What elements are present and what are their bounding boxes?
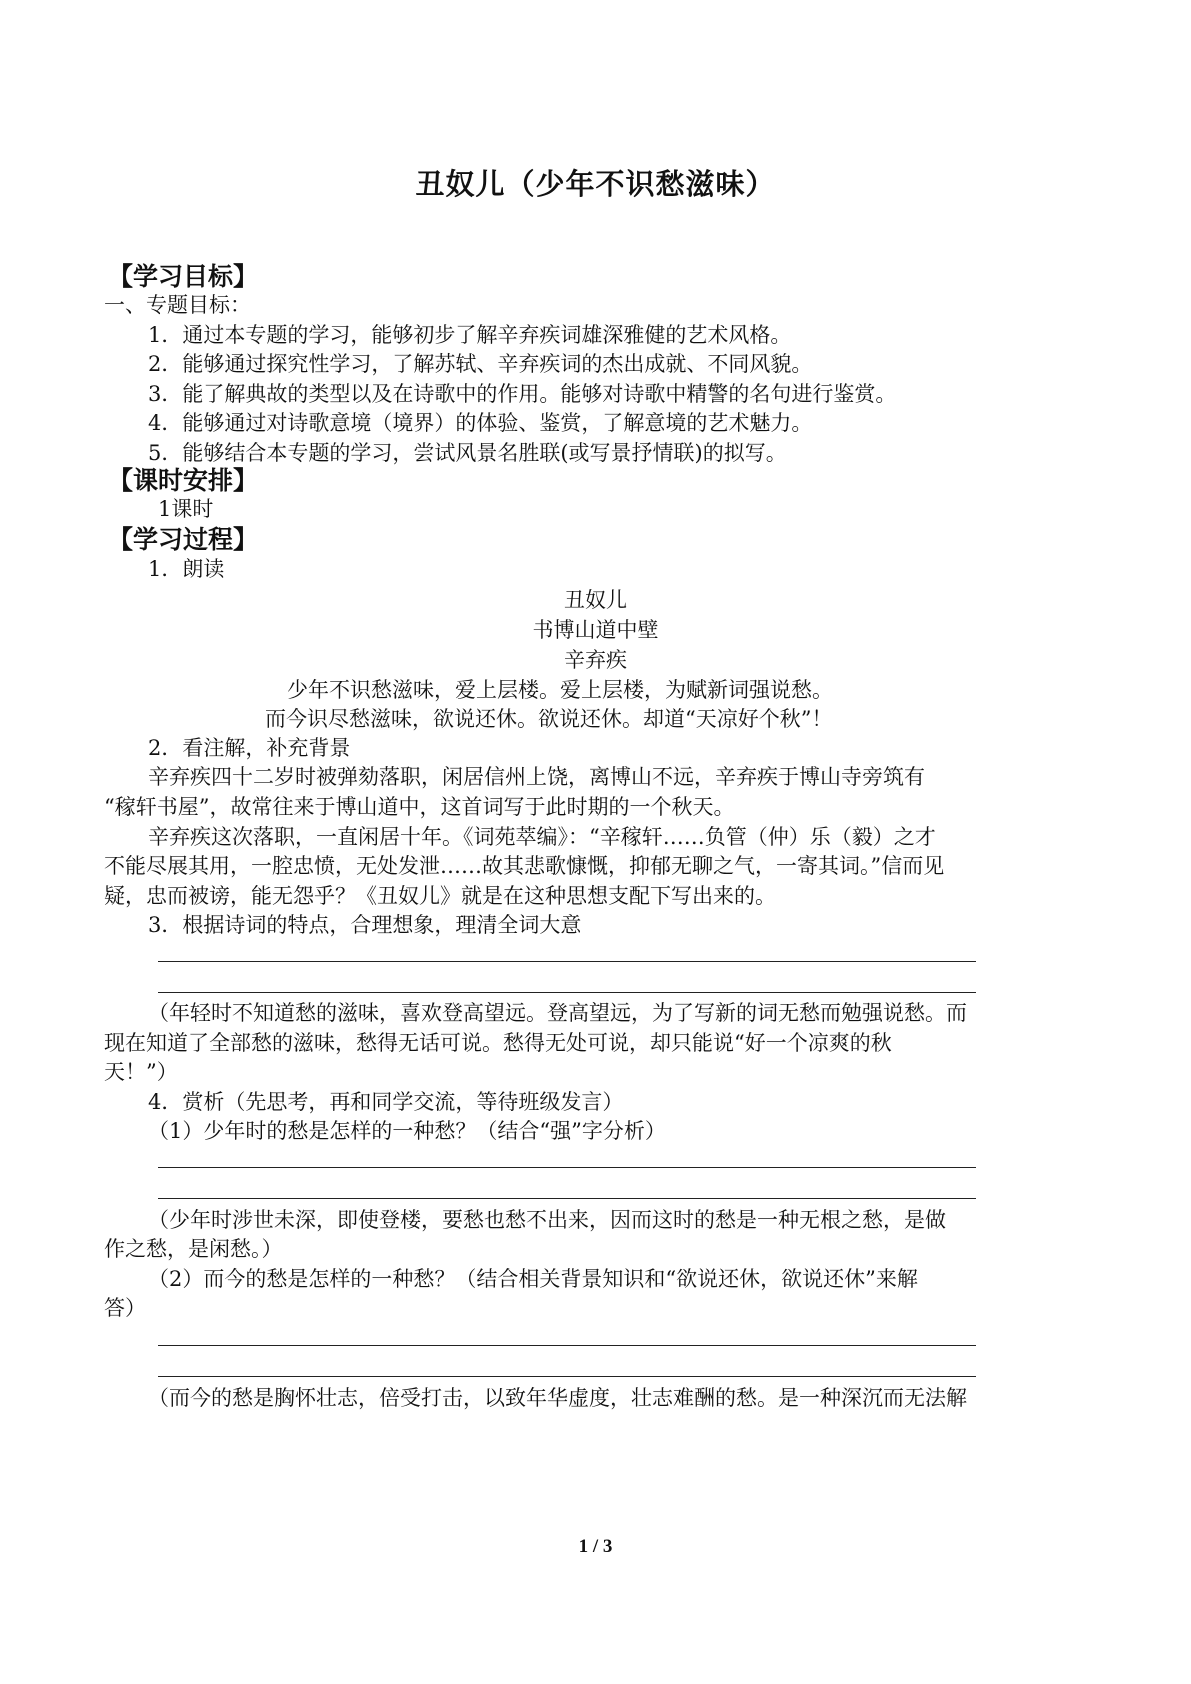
poem-author: 辛弃疾	[564, 648, 627, 672]
step-2: 2．看注解，补充背景	[148, 736, 351, 760]
step-1: 1．朗读	[148, 557, 225, 581]
document-title: 丑奴儿（少年不识愁滋味）	[415, 167, 776, 201]
goal-item: 5．能够结合本专题的学习，尝试风景名胜联(或写景抒情联)的拟写。	[148, 441, 787, 465]
answer-2-line: （而今的愁是胸怀壮志，倍受打击，以致年华虚度，壮志难酬的愁。是一种深沉而无法解	[148, 1386, 967, 1410]
background-paragraph-line: 疑，忠而被谤，能无怨乎？《丑奴儿》就是在这种思想支配下写出来的。	[104, 884, 776, 908]
answer-3-line: 现在知道了全部愁的滋味，愁得无话可说。愁得无处可说，却只能说“好一个凉爽的秋	[104, 1031, 892, 1055]
answer-1-line: （少年时涉世未深，即使登楼，要愁也愁不出来，因而这时的愁是一种无根之愁，是做	[148, 1208, 946, 1232]
background-paragraph-line: 不能尽展其用，一腔忠愤，无处发泄……故其悲歌慷慨，抑郁无聊之气，一寄其词。”信而见	[104, 854, 945, 878]
goal-item: 4．能够通过对诗歌意境（境界）的体验、鉴赏，了解意境的艺术魅力。	[148, 411, 813, 435]
poem-title: 丑奴儿	[564, 588, 627, 612]
answer-blank-line	[158, 961, 976, 962]
background-paragraph-line: “稼轩书屋”，故常往来于博山道中，这首词写于此时期的一个秋天。	[104, 795, 735, 819]
step-4: 4．赏析（先思考，再和同学交流，等待班级发言）	[148, 1090, 624, 1114]
schedule-heading: 【课时安排】	[108, 466, 259, 495]
goal-item: 1．通过本专题的学习，能够初步了解辛弃疾词雄深雅健的艺术风格。	[148, 323, 792, 347]
goal-item: 3．能了解典故的类型以及在诗歌中的作用。能够对诗歌中精警的名句进行鉴赏。	[148, 382, 897, 406]
poem-line: 而今识尽愁滋味，欲说还休。欲说还休。却道“天凉好个秋”！	[265, 707, 833, 731]
question-2-line: （2）而今的愁是怎样的一种愁？（结合相关背景知识和“欲说还休，欲说还休”来解	[148, 1267, 918, 1291]
answer-3-line: （年轻时不知道愁的滋味，喜欢登高望远。登高望远，为了写新的词无愁而勉强说愁。而	[148, 1001, 967, 1025]
process-heading: 【学习过程】	[108, 525, 259, 554]
answer-blank-line	[158, 1345, 976, 1346]
background-paragraph-line: 辛弃疾这次落职，一直闲居十年。《词苑萃编》：“辛稼轩……负管（仲）乐（毅）之才	[148, 825, 936, 849]
answer-blank-line	[158, 992, 976, 993]
answer-3-line: 天！”）	[104, 1060, 178, 1084]
goal-item: 2．能够通过探究性学习，了解苏轼、辛弃疾词的杰出成就、不同风貌。	[148, 352, 813, 376]
page-number: 1 / 3	[578, 1536, 613, 1557]
step-3: 3．根据诗词的特点，合理想象，理清全词大意	[148, 913, 582, 937]
question-2-line: 答）	[104, 1296, 146, 1320]
schedule-text: 1课时	[158, 497, 214, 521]
answer-blank-line	[158, 1198, 976, 1199]
answer-blank-line	[158, 1376, 976, 1377]
answer-blank-line	[158, 1167, 976, 1168]
goals-subheading: 一、专题目标：	[104, 293, 251, 317]
answer-1-line: 作之愁，是闲愁。）	[104, 1237, 283, 1261]
poem-subtitle: 书博山道中壁	[532, 618, 659, 642]
question-1: （1）少年时的愁是怎样的一种愁？（结合“强”字分析）	[148, 1119, 666, 1143]
background-paragraph-line: 辛弃疾四十二岁时被弹劾落职，闲居信州上饶，离博山不远，辛弃疾于博山寺旁筑有	[148, 765, 925, 789]
poem-line: 少年不识愁滋味，爱上层楼。爱上层楼，为赋新词强说愁。	[287, 678, 833, 702]
goals-heading: 【学习目标】	[108, 262, 259, 291]
